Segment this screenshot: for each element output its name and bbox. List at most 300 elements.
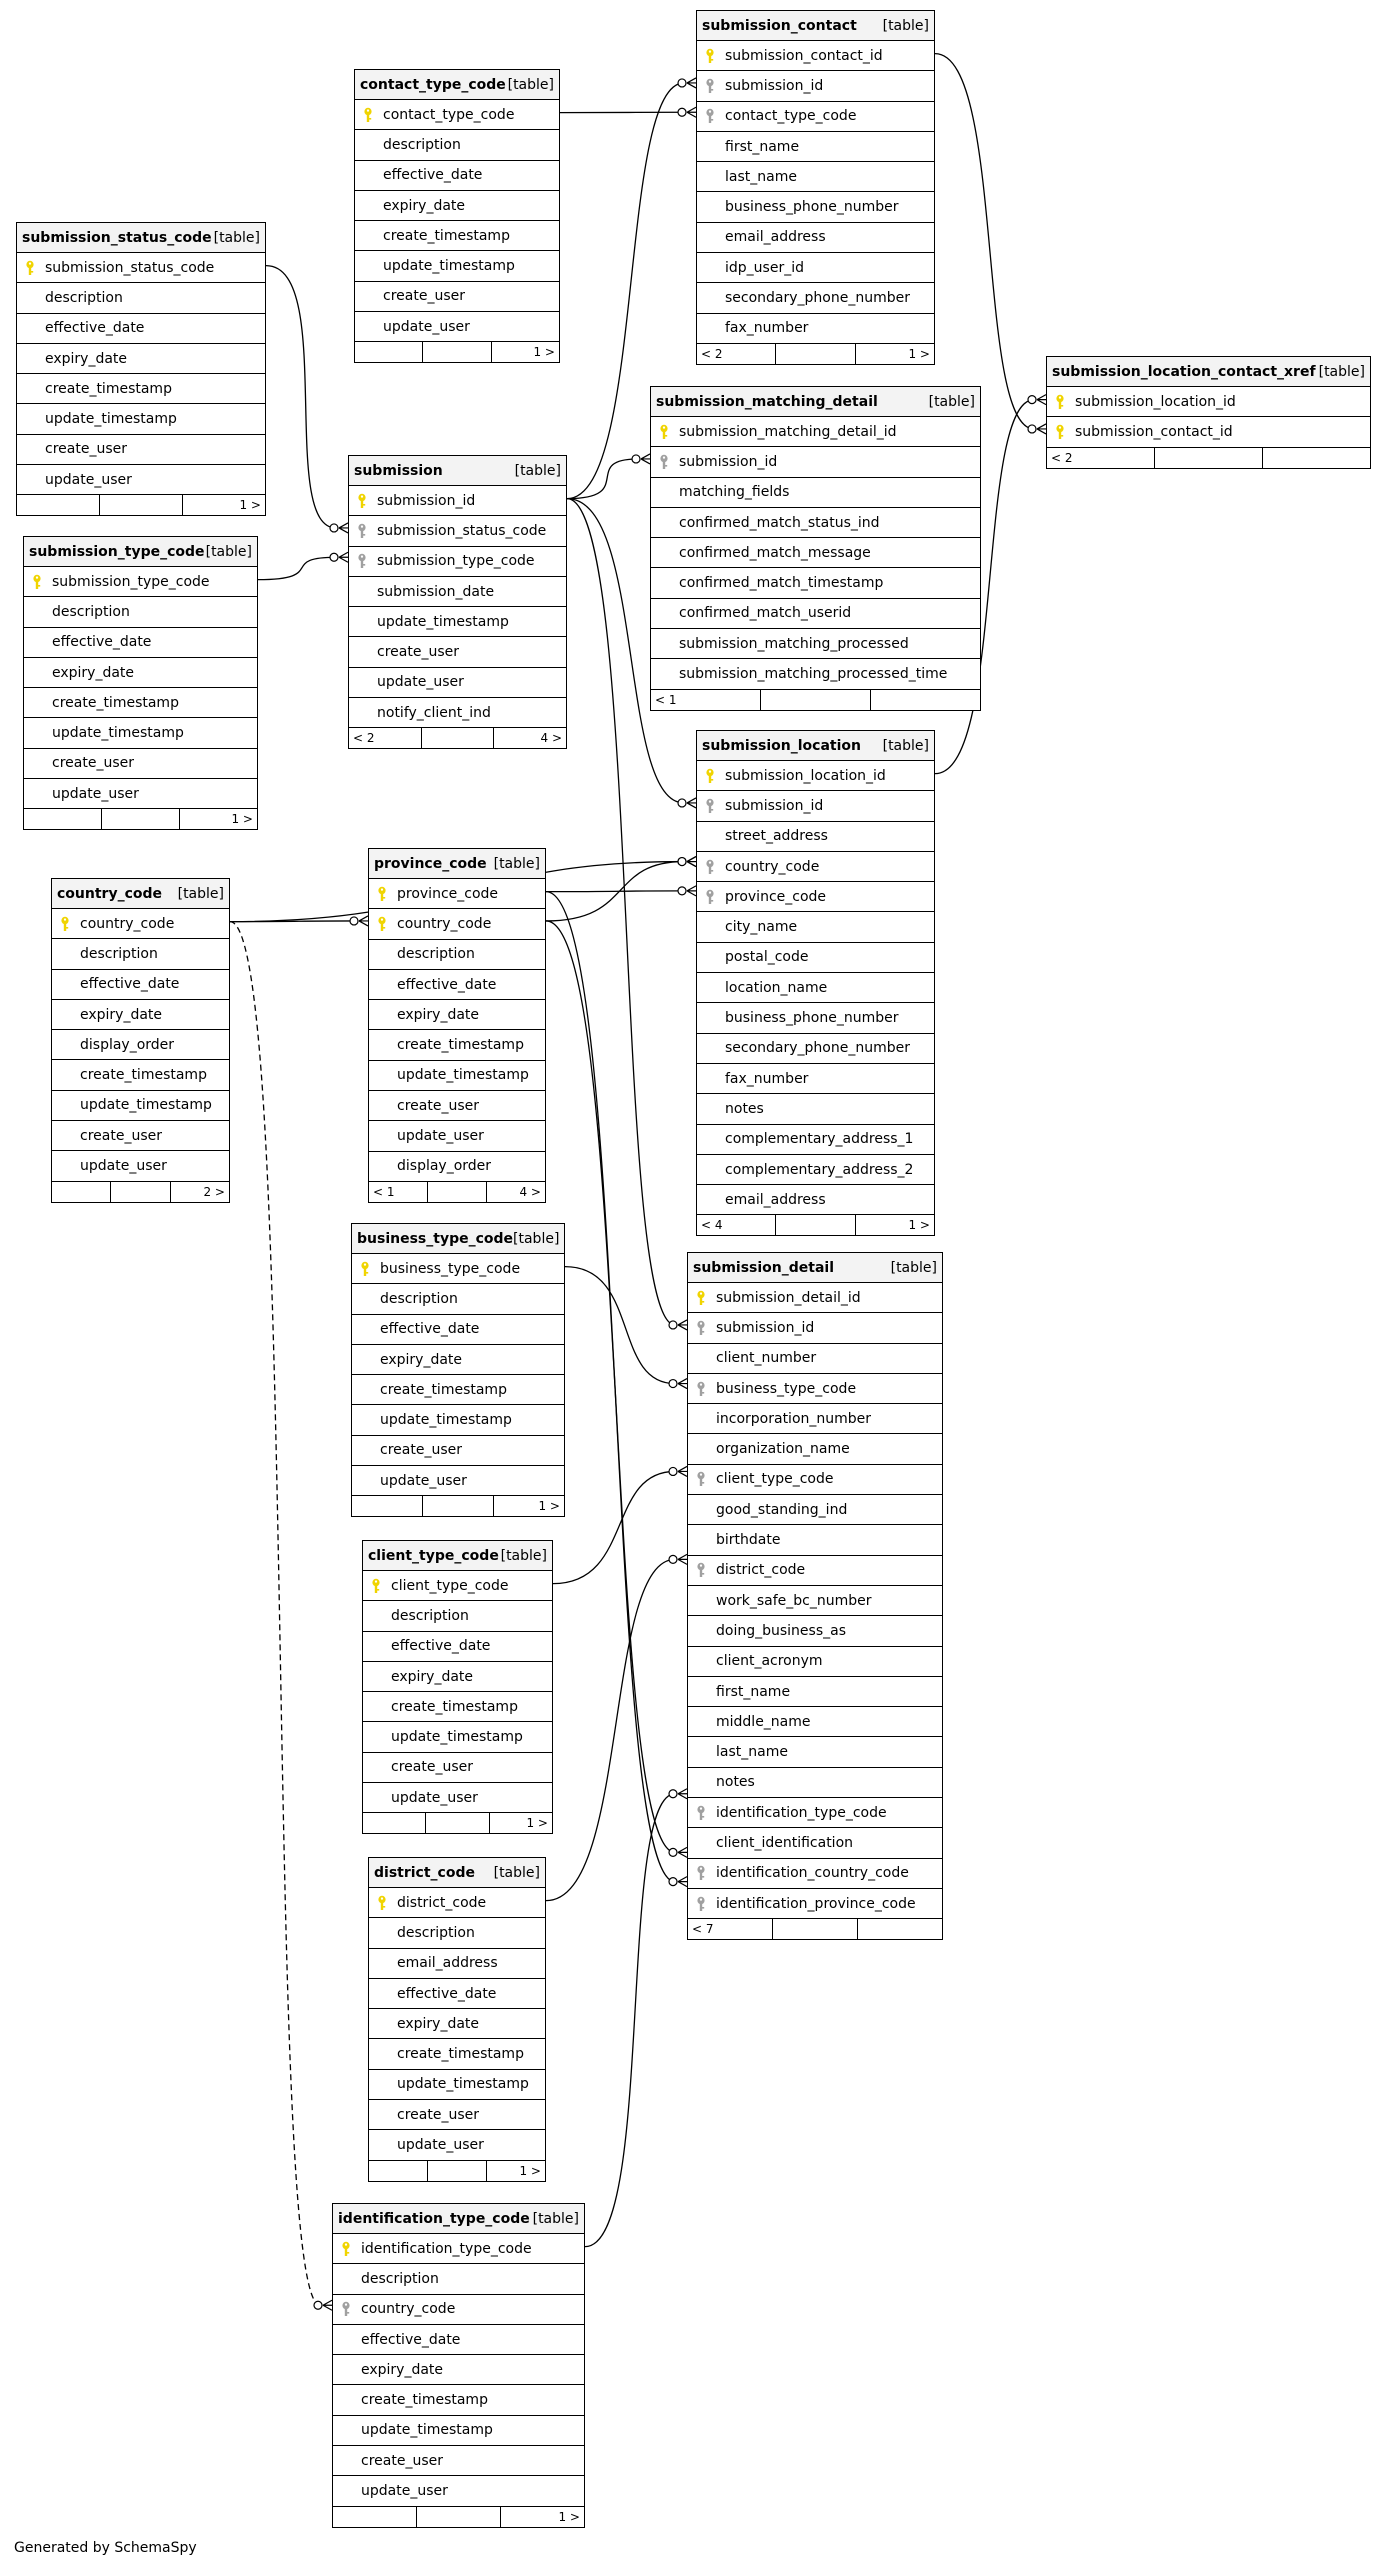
table-column-row[interactable] xyxy=(697,71,934,101)
table-column-row[interactable] xyxy=(369,2039,545,2069)
optional-marker xyxy=(678,858,686,866)
table-column-row[interactable] xyxy=(688,1707,942,1737)
table-column-row[interactable] xyxy=(333,2355,584,2385)
table-column-row[interactable] xyxy=(352,1284,564,1314)
relationship-line xyxy=(546,862,684,921)
table-column-row[interactable] xyxy=(349,668,566,698)
table-submission-contact xyxy=(696,10,935,365)
table-header[interactable] xyxy=(697,731,934,761)
table-column-row[interactable] xyxy=(697,761,934,791)
table-column-row[interactable] xyxy=(333,2325,584,2355)
table-footer xyxy=(1047,448,1370,468)
table-column-row[interactable] xyxy=(651,599,980,629)
table-column-row[interactable] xyxy=(651,629,980,659)
table-column-row[interactable] xyxy=(369,1091,545,1121)
optional-marker xyxy=(669,1878,677,1886)
table-name[interactable]: submission_status_code xyxy=(22,229,212,246)
table-header[interactable] xyxy=(333,2204,584,2234)
table-header[interactable] xyxy=(688,1253,942,1283)
table-column-row[interactable] xyxy=(369,2130,545,2160)
table-column-row[interactable] xyxy=(1047,387,1370,417)
table-name[interactable]: client_type_code xyxy=(368,1547,499,1564)
column-name: update_user xyxy=(383,318,470,335)
table-column-row[interactable] xyxy=(688,1586,942,1616)
column-name: update_user xyxy=(391,1789,478,1806)
table-column-row[interactable] xyxy=(363,1722,552,1752)
table-column-row[interactable] xyxy=(697,912,934,942)
table-column-row[interactable] xyxy=(688,1616,942,1646)
column-name: contact_type_code xyxy=(725,108,857,125)
table-column-row[interactable] xyxy=(349,486,566,516)
table-column-row[interactable] xyxy=(352,1405,564,1435)
parents-count[interactable] xyxy=(333,2507,417,2527)
column-name: update_timestamp xyxy=(397,1067,529,1084)
table-column-row[interactable] xyxy=(688,1374,942,1404)
table-column-row[interactable] xyxy=(52,1030,229,1060)
table-column-row[interactable] xyxy=(697,1034,934,1064)
parents-count[interactable]: < 2 xyxy=(697,344,776,364)
children-count[interactable] xyxy=(871,690,980,710)
table-column-row[interactable] xyxy=(355,130,559,160)
table-column-row[interactable] xyxy=(697,162,934,192)
footer-cell[interactable] xyxy=(423,342,491,362)
footer-cell[interactable] xyxy=(423,1496,494,1516)
table-header[interactable] xyxy=(651,387,980,417)
table-column-row[interactable] xyxy=(355,312,559,342)
column-name: postal_code xyxy=(725,949,809,966)
footer-cell[interactable] xyxy=(428,1182,487,1202)
column-name: confirmed_match_status_ind xyxy=(679,514,880,531)
table-column-row[interactable] xyxy=(333,2476,584,2506)
table-column-row[interactable] xyxy=(688,1798,942,1828)
table-column-row[interactable] xyxy=(349,547,566,577)
children-count[interactable]: 1 > xyxy=(519,2163,541,2178)
table-kind-label: [table] xyxy=(928,393,975,410)
foreign-key-icon xyxy=(697,889,723,905)
children-count[interactable]: 1 > xyxy=(526,1816,548,1831)
table-name[interactable]: submission_matching_detail xyxy=(656,393,878,410)
table-column-row[interactable] xyxy=(697,791,934,821)
table-column-row[interactable] xyxy=(333,2264,584,2294)
table-column-row[interactable] xyxy=(697,253,934,283)
parents-count[interactable] xyxy=(24,809,102,829)
table-column-row[interactable] xyxy=(349,577,566,607)
children-count[interactable]: 4 > xyxy=(540,731,563,746)
table-footer xyxy=(352,1496,564,1516)
column-name: expiry_date xyxy=(80,1006,163,1023)
table-column-row[interactable] xyxy=(651,417,980,447)
table-column-row[interactable] xyxy=(24,718,257,748)
table-column-row[interactable] xyxy=(24,597,257,627)
table-column-row[interactable] xyxy=(355,282,559,312)
table-column-row[interactable] xyxy=(17,314,265,344)
table-column-row[interactable] xyxy=(363,1662,552,1692)
column-name: street_address xyxy=(725,828,828,845)
foreign-key-icon xyxy=(697,78,723,94)
primary-key-icon xyxy=(688,1290,714,1306)
crows-foot-marker xyxy=(641,454,650,464)
table-column-row[interactable] xyxy=(697,1094,934,1124)
table-name[interactable]: submission_location_contact_xref xyxy=(1052,363,1316,380)
table-column-row[interactable] xyxy=(363,1692,552,1722)
table-column-row[interactable] xyxy=(688,1556,942,1586)
table-column-row[interactable] xyxy=(333,2295,584,2325)
column-name: notify_client_ind xyxy=(377,704,491,721)
table-column-row[interactable] xyxy=(697,1125,934,1155)
table-column-row[interactable] xyxy=(369,1979,545,2009)
children-count[interactable]: 2 > xyxy=(203,1184,225,1199)
relationship-line xyxy=(565,1267,675,1384)
table-column-row[interactable] xyxy=(688,1889,942,1919)
table-column-row[interactable] xyxy=(369,2009,545,2039)
column-name: create_timestamp xyxy=(397,1037,524,1054)
table-column-row[interactable] xyxy=(333,2446,584,2476)
table-column-row[interactable] xyxy=(651,568,980,598)
table-column-row[interactable] xyxy=(369,940,545,970)
footer-cell[interactable] xyxy=(100,495,183,515)
table-name[interactable]: submission_contact xyxy=(702,17,857,34)
table-column-row[interactable] xyxy=(697,41,934,71)
table-column-row[interactable] xyxy=(349,607,566,637)
primary-key-icon xyxy=(1047,424,1073,440)
footer-cell[interactable] xyxy=(102,809,180,829)
parents-count[interactable] xyxy=(369,2161,428,2181)
table-column-row[interactable] xyxy=(688,1768,942,1798)
table-column-row[interactable] xyxy=(697,943,934,973)
table-column-row[interactable] xyxy=(363,1753,552,1783)
optional-marker xyxy=(678,858,686,866)
parents-count[interactable] xyxy=(363,1813,426,1833)
footer-cell[interactable] xyxy=(422,728,495,748)
relationship-line xyxy=(546,1559,675,1900)
table-column-row[interactable] xyxy=(688,1465,942,1495)
optional-marker xyxy=(669,1380,677,1388)
children-count[interactable] xyxy=(858,1919,942,1939)
column-name: submission_matching_processed xyxy=(679,635,909,652)
foreign-key-icon xyxy=(697,798,723,814)
table-column-row[interactable] xyxy=(52,909,229,939)
optional-marker xyxy=(678,887,686,895)
table-column-row[interactable] xyxy=(369,2070,545,2100)
table-column-row[interactable] xyxy=(651,538,980,568)
column-name: description xyxy=(397,946,475,963)
table-column-row[interactable] xyxy=(333,2234,584,2264)
table-column-row[interactable] xyxy=(352,1345,564,1375)
column-name: submission_detail_id xyxy=(716,1289,861,1306)
table-name[interactable]: submission_location xyxy=(702,737,861,754)
table-column-row[interactable] xyxy=(24,567,257,597)
table-column-row[interactable] xyxy=(369,1918,545,1948)
column-name: update_timestamp xyxy=(80,1097,212,1114)
foreign-key-icon xyxy=(688,1562,714,1578)
optional-marker xyxy=(678,79,686,87)
relationship-line xyxy=(935,54,1034,429)
children-count[interactable]: 1 > xyxy=(908,1218,930,1233)
parents-count[interactable]: < 2 xyxy=(1047,448,1155,468)
footer-cell[interactable] xyxy=(417,2507,501,2527)
table-kind-label: [table] xyxy=(890,1259,937,1276)
parents-count[interactable]: < 1 xyxy=(651,690,761,710)
column-name: description xyxy=(52,603,130,620)
table-column-row[interactable] xyxy=(369,879,545,909)
parents-count[interactable] xyxy=(352,1496,423,1516)
table-header[interactable] xyxy=(1047,357,1370,387)
table-column-row[interactable] xyxy=(369,1061,545,1091)
footer-cell[interactable] xyxy=(776,344,855,364)
column-name: create_user xyxy=(391,1759,473,1776)
table-column-row[interactable] xyxy=(688,1313,942,1343)
relationship-line xyxy=(230,922,320,2306)
table-column-row[interactable] xyxy=(24,749,257,779)
footer-cell[interactable] xyxy=(426,1813,489,1833)
column-name: email_address xyxy=(397,1955,498,1972)
table-header[interactable] xyxy=(352,1224,564,1254)
column-name: submission_matching_processed_time xyxy=(679,666,948,683)
footer-cell[interactable] xyxy=(761,690,871,710)
table-column-row[interactable] xyxy=(17,253,265,283)
primary-key-icon xyxy=(363,1578,389,1594)
table-name[interactable]: submission_type_code xyxy=(29,543,205,560)
table-column-row[interactable] xyxy=(1047,417,1370,447)
table-column-row[interactable] xyxy=(352,1254,564,1284)
table-header[interactable] xyxy=(369,1858,545,1888)
table-column-row[interactable] xyxy=(24,688,257,718)
table-column-row[interactable] xyxy=(17,344,265,374)
column-name: province_code xyxy=(397,885,499,902)
table-business-type-code xyxy=(351,1223,565,1517)
table-name[interactable]: submission_detail xyxy=(693,1259,835,1276)
column-name: submission_type_code xyxy=(377,553,535,570)
table-column-row[interactable] xyxy=(697,882,934,912)
primary-key-icon xyxy=(369,1895,395,1911)
column-name: notes xyxy=(716,1774,755,1791)
footer-cell[interactable] xyxy=(773,1919,858,1939)
parents-count[interactable]: < 4 xyxy=(697,1215,776,1235)
table-column-row[interactable] xyxy=(355,191,559,221)
parents-count[interactable]: < 1 xyxy=(369,1182,428,1202)
relationship-line xyxy=(553,1471,675,1583)
column-name: first_name xyxy=(716,1683,791,1700)
foreign-key-icon xyxy=(688,1896,714,1912)
table-column-row[interactable] xyxy=(688,1283,942,1313)
table-column-row[interactable] xyxy=(17,435,265,465)
table-column-row[interactable] xyxy=(369,1888,545,1918)
table-name[interactable]: submission xyxy=(354,462,443,479)
footer-cell[interactable] xyxy=(776,1215,855,1235)
table-column-row[interactable] xyxy=(369,2100,545,2130)
column-name: client_acronym xyxy=(716,1653,823,1670)
table-column-row[interactable] xyxy=(688,1525,942,1555)
table-column-row[interactable] xyxy=(352,1466,564,1496)
parents-count[interactable] xyxy=(52,1182,111,1202)
table-column-row[interactable] xyxy=(697,1003,934,1033)
table-column-row[interactable] xyxy=(697,102,934,132)
foreign-key-icon xyxy=(697,108,723,124)
column-name: complementary_address_2 xyxy=(725,1161,914,1178)
table-column-row[interactable] xyxy=(688,1647,942,1677)
column-name: effective_date xyxy=(380,1321,480,1338)
table-column-row[interactable] xyxy=(52,970,229,1000)
table-column-row[interactable] xyxy=(333,2385,584,2415)
parents-count[interactable] xyxy=(17,495,100,515)
column-name: create_user xyxy=(383,288,465,305)
table-column-row[interactable] xyxy=(355,100,559,130)
table-column-row[interactable] xyxy=(355,251,559,281)
column-name: good_standing_ind xyxy=(716,1501,848,1518)
table-column-row[interactable] xyxy=(369,1030,545,1060)
table-column-row[interactable] xyxy=(697,973,934,1003)
table-column-row[interactable] xyxy=(349,516,566,546)
children-count[interactable]: 4 > xyxy=(519,1184,541,1199)
table-column-row[interactable] xyxy=(17,465,265,495)
table-column-row[interactable] xyxy=(369,1152,545,1182)
column-name: create_user xyxy=(80,1127,162,1144)
table-header[interactable] xyxy=(24,537,257,567)
table-column-row[interactable] xyxy=(363,1783,552,1813)
optional-marker xyxy=(330,524,338,532)
children-count[interactable]: 1 > xyxy=(533,345,555,360)
table-column-row[interactable] xyxy=(333,2416,584,2446)
column-name: create_timestamp xyxy=(80,1067,207,1084)
table-column-row[interactable] xyxy=(17,283,265,313)
relationship-line xyxy=(546,892,675,1882)
footer-cell[interactable] xyxy=(111,1182,170,1202)
table-kind-label: [table] xyxy=(177,885,224,902)
table-column-row[interactable] xyxy=(52,1091,229,1121)
parents-count[interactable]: < 2 xyxy=(349,728,422,748)
column-name: update_timestamp xyxy=(361,2422,493,2439)
table-column-row[interactable] xyxy=(52,1060,229,1090)
table-column-row[interactable] xyxy=(651,447,980,477)
table-column-row[interactable] xyxy=(697,192,934,222)
optional-marker xyxy=(678,108,686,116)
table-column-row[interactable] xyxy=(651,659,980,689)
table-column-row[interactable] xyxy=(369,1000,545,1030)
table-column-row[interactable] xyxy=(697,132,934,162)
relationship-line xyxy=(567,459,638,499)
table-column-row[interactable] xyxy=(363,1601,552,1631)
table-column-row[interactable] xyxy=(352,1315,564,1345)
table-column-row[interactable] xyxy=(688,1344,942,1374)
table-header[interactable] xyxy=(17,223,265,253)
children-count[interactable]: 1 > xyxy=(538,1499,560,1514)
table-column-row[interactable] xyxy=(349,698,566,728)
parents-count[interactable] xyxy=(355,342,423,362)
table-kind-label: [table] xyxy=(493,855,540,872)
table-name[interactable]: district_code xyxy=(374,1864,475,1881)
table-header[interactable] xyxy=(363,1541,552,1571)
column-name: update_timestamp xyxy=(391,1729,523,1746)
table-column-row[interactable] xyxy=(369,970,545,1000)
table-column-row[interactable] xyxy=(349,637,566,667)
table-column-row[interactable] xyxy=(688,1737,942,1767)
table-column-row[interactable] xyxy=(352,1436,564,1466)
table-column-row[interactable] xyxy=(651,478,980,508)
table-header[interactable] xyxy=(369,849,545,879)
table-column-row[interactable] xyxy=(52,1151,229,1181)
table-header[interactable] xyxy=(355,70,559,100)
footer-cell[interactable] xyxy=(428,2161,487,2181)
table-header[interactable] xyxy=(349,456,566,486)
table-column-row[interactable] xyxy=(688,1434,942,1464)
column-name: create_timestamp xyxy=(45,380,172,397)
table-column-row[interactable] xyxy=(688,1677,942,1707)
table-name[interactable]: identification_type_code xyxy=(338,2210,530,2227)
table-column-row[interactable] xyxy=(17,404,265,434)
parents-count[interactable]: < 7 xyxy=(688,1919,773,1939)
table-column-row[interactable] xyxy=(697,314,934,344)
table-column-row[interactable] xyxy=(369,909,545,939)
column-name: update_timestamp xyxy=(383,258,515,275)
footer-cell[interactable] xyxy=(1155,448,1263,468)
column-name: effective_date xyxy=(397,976,497,993)
column-name: submission_id xyxy=(716,1319,815,1336)
table-column-row[interactable] xyxy=(52,939,229,969)
column-name: create_timestamp xyxy=(391,1698,518,1715)
table-column-row[interactable] xyxy=(697,1185,934,1215)
table-column-row[interactable] xyxy=(363,1632,552,1662)
table-kind-label: [table] xyxy=(882,17,929,34)
table-column-row[interactable] xyxy=(688,1828,942,1858)
table-column-row[interactable] xyxy=(369,1949,545,1979)
foreign-key-icon xyxy=(349,553,375,569)
table-column-row[interactable] xyxy=(24,779,257,809)
children-count[interactable]: 1 > xyxy=(239,498,261,513)
table-district-code xyxy=(368,1857,546,2182)
primary-key-icon xyxy=(1047,394,1073,410)
table-name[interactable]: province_code xyxy=(374,855,487,872)
table-column-row[interactable] xyxy=(697,852,934,882)
table-column-row[interactable] xyxy=(24,628,257,658)
children-count[interactable]: 1 > xyxy=(908,346,930,361)
table-column-row[interactable] xyxy=(369,1121,545,1151)
table-name[interactable]: business_type_code xyxy=(357,1230,514,1247)
column-name: organization_name xyxy=(716,1441,850,1458)
table-column-row[interactable] xyxy=(697,223,934,253)
table-column-row[interactable] xyxy=(52,1121,229,1151)
table-column-row[interactable] xyxy=(697,1064,934,1094)
crows-foot-marker xyxy=(359,916,368,926)
table-header[interactable] xyxy=(52,879,229,909)
table-column-row[interactable] xyxy=(52,1000,229,1030)
table-name[interactable]: country_code xyxy=(57,885,163,902)
table-country-code xyxy=(51,878,230,1203)
table-column-row[interactable] xyxy=(697,283,934,313)
table-column-row[interactable] xyxy=(697,1155,934,1185)
foreign-key-icon xyxy=(349,523,375,539)
table-name[interactable]: contact_type_code xyxy=(360,76,506,93)
table-column-row[interactable] xyxy=(688,1404,942,1434)
table-column-row[interactable] xyxy=(17,374,265,404)
table-column-row[interactable] xyxy=(355,161,559,191)
table-column-row[interactable] xyxy=(688,1859,942,1889)
children-count[interactable]: 1 > xyxy=(231,812,253,827)
table-column-row[interactable] xyxy=(352,1375,564,1405)
table-column-row[interactable] xyxy=(697,822,934,852)
column-name: update_timestamp xyxy=(397,2076,529,2093)
column-name: create_user xyxy=(397,1097,479,1114)
children-count[interactable]: 1 > xyxy=(558,2509,580,2524)
children-count[interactable] xyxy=(1263,448,1370,468)
table-column-row[interactable] xyxy=(24,658,257,688)
table-header[interactable] xyxy=(697,11,934,41)
table-kind-label: [table] xyxy=(1318,363,1365,380)
table-column-row[interactable] xyxy=(363,1571,552,1601)
table-column-row[interactable] xyxy=(355,221,559,251)
column-name: effective_date xyxy=(45,320,145,337)
table-column-row[interactable] xyxy=(688,1495,942,1525)
table-column-row[interactable] xyxy=(651,508,980,538)
